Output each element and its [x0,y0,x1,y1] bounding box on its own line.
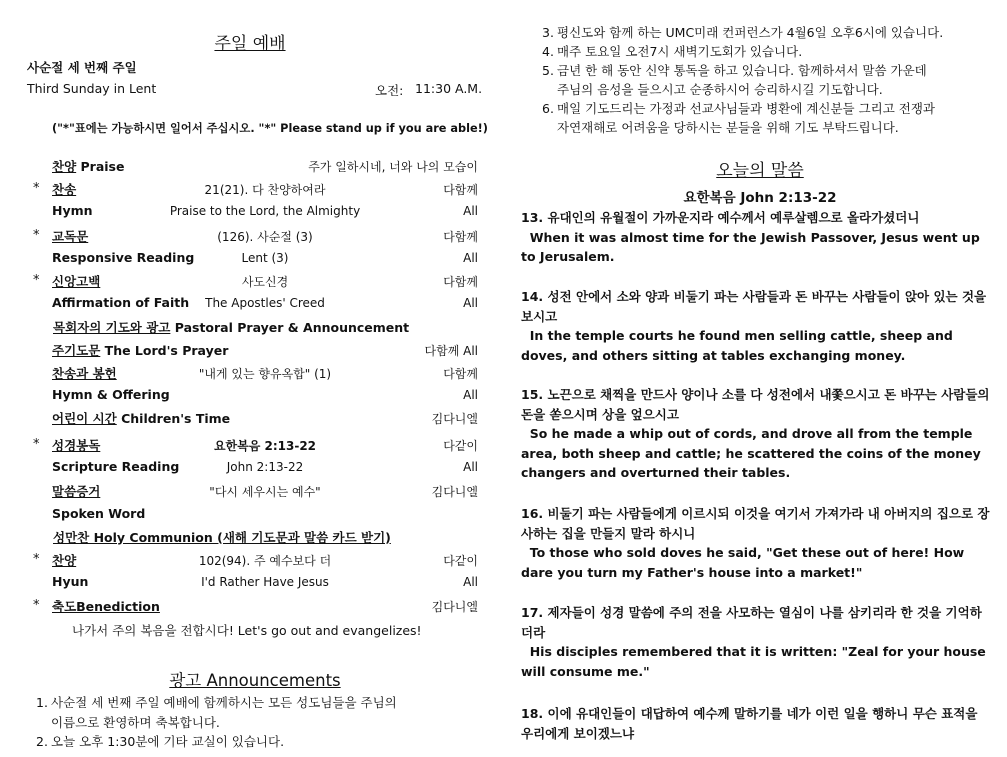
verse-ko: 16. 비둘기 파는 사람들에게 이르시되 이것을 여기서 가져가라 내 아버지의 집으로 장사하는 집을 만들지 말라 하시니 [521,506,990,541]
announcement-line [542,99,935,118]
stand-note: ("*"표에는 가능하시면 일어서 주십시오. "*" Please stand up if you are able!) [52,122,488,135]
announcement-text: 매주 토요일 오전7시 새벽기도회가 있습니다. [557,44,803,59]
announcement-number: 2. [36,734,48,749]
announcement-number: 6. [542,101,554,116]
order-label [52,387,170,402]
order-leader: All [463,296,478,310]
order-label-text: 성만찬 Holy Communion (새해 기도문과 말씀 카드 받기) [53,530,391,545]
order-leader: 다함께 [443,230,478,244]
verse-en: In the temple courts he found men selling cattle, sheep and doves, and others sitting at tables exchanging money. [521,328,958,363]
verse [521,385,991,483]
order-label-text: 찬양 [52,159,77,174]
order-item-center: I'd Rather Have Jesus [201,575,329,589]
announcement-line [542,42,802,61]
announcement-number: 5. [542,63,554,78]
order-label [53,528,391,546]
announcement-text: 오늘 오후 1:30분에 기타 교실이 있습니다. [51,734,285,749]
order-label-text: 주기도문 [52,343,101,358]
order-label-text: Hymn [52,203,93,218]
verse [521,704,991,743]
verse-en: His disciples remembered that it is written: "Zeal for your house will consume me." [521,644,991,679]
order-leader: All [463,575,478,589]
order-item-center: (126). 사순절 (3) [217,230,313,244]
order-label-text: 성경봉독 [52,438,101,453]
service-time: 11:30 A.M. [415,81,483,96]
todays-word-title: 오늘의 말씀 [716,161,804,181]
order-label-text: 찬송 [52,182,77,197]
order-star: * [33,437,40,452]
verse [521,208,991,267]
order-label-en: The Lord's Prayer [100,343,229,358]
service-subtitle-en: Third Sunday in Lent [27,81,157,96]
order-leader: 김다니엘 [431,485,478,499]
order-leader: 다같이 [443,439,478,453]
order-leader: 다함께 [443,183,478,197]
order-label-text: Hymn & Offering [52,387,170,402]
announcement-line [542,61,927,80]
order-label-text: Hyun [52,574,89,589]
service-title: 주일 예배 [214,34,286,54]
service-time-label: 오전: [375,83,404,98]
order-item-center: 102(94). 주 예수보다 더 [198,554,332,568]
order-label-text: 신앙고백 [52,274,101,289]
order-leader: 주가 일하시네, 너와 나의 모습이 [308,160,478,174]
order-label-text: 목회자의 기도와 광고 [53,320,171,335]
order-label-text: 축도Benediction [52,599,160,614]
order-label-text: Affirmation of Faith [52,295,190,310]
order-label-text: 어린이 시간 [52,411,117,426]
verse-ko: 17. 제자들이 성경 말씀에 주의 전을 사모하는 열심이 나를 삼키리라 한 것을 기억하더라 [521,605,982,640]
announcement-text: 자연재해로 어려움을 당하시는 분들을 위해 기도 부탁드립니다. [557,120,899,135]
order-leader: All [463,388,478,402]
order-label [52,272,100,290]
order-label-text: 말씀증거 [52,484,101,499]
order-item-center: Praise to the Lord, the Almighty [169,204,361,218]
order-leader: 다함께 All [424,344,478,358]
announcement-text: 이름으로 환영하며 축복합니다. [51,714,220,730]
announcement-line [542,80,883,99]
announcement-text: 주님의 음성을 들으시고 순종하시어 승리하시길 기도합니다. [557,82,883,97]
announcement-line [542,23,943,42]
order-label-text: 찬양 [52,553,77,568]
order-label [52,574,88,589]
announcement-number: 4. [542,44,554,59]
announcement-text: 평신도와 함께 하는 UMC미래 컨퍼런스가 4월6일 오후6시에 있습니다. [557,25,944,40]
announcement-text: 사순절 세 번째 주일 예배에 함께하시는 모든 성도님들을 주님의 [51,695,397,710]
announcement-line [36,713,220,732]
order-leader: 김다니엘 [431,412,478,426]
order-label [52,157,124,175]
verse [521,603,991,681]
announcement-number: 3. [542,25,554,40]
announcement-line [36,732,284,751]
order-leader: All [463,460,478,474]
verse [521,287,991,365]
verse [521,504,991,582]
order-item-center: John 2:13-22 [226,460,304,474]
order-label-text: Responsive Reading [52,250,195,265]
order-leader: All [463,251,478,265]
order-item-center: 21(21). 다 찬양하여라 [204,183,326,197]
order-label [52,180,76,198]
order-item-center: "내게 있는 향유옥합" (1) [198,367,332,381]
verse-en: When it was almost time for the Jewish Passover, Jesus went up to Jerusalem. [521,229,985,264]
order-star: * [33,228,40,243]
order-star: * [33,552,40,567]
order-leader: 다함께 [443,367,478,381]
order-label-text: Spoken Word [52,506,146,521]
verse-ko: 13. 유대인의 유월절이 가까운지라 예수께서 예루살렘으로 올라가셨더니 [521,210,920,225]
order-leader: 김다니엘 [431,600,478,614]
announcement-line [542,118,899,137]
order-label [52,551,76,569]
order-label-text: 교독문 [52,229,89,244]
announcement-text: 금년 한 해 동안 신약 통독을 하고 있습니다. 함께하셔서 말씀 가운데 [557,63,927,78]
order-item-center: The Apostles' Creed [205,296,325,310]
order-leader: 다함께 [443,275,478,289]
order-star: * [33,181,40,196]
passage-ref: 요한복음 John 2:13-22 [683,190,837,206]
order-label [53,318,409,336]
order-label [52,436,100,454]
order-item-center: "다시 세우시는 예수" [209,485,321,499]
order-item-center: 요한복음 2:13-22 [213,439,317,453]
service-subtitle-ko: 사순절 세 번째 주일 [27,60,137,75]
verse-ko: 18. 이에 유대인들이 대답하여 예수께 말하기를 네가 이런 일을 행하니 무슨 표적을 우리에게 보이겠느냐 [521,706,978,741]
order-label [52,597,160,615]
order-label [52,227,88,245]
order-label [52,506,145,521]
order-item-center: 사도신경 [241,275,289,289]
order-label [52,482,100,500]
sendoff-text: 나가서 주의 복음을 전합시다! Let's go out and evangelizes! [72,623,422,638]
announcement-text: 매일 기도드리는 가정과 선교사님들과 병환에 계신분들 그리고 전쟁과 [557,101,935,116]
verse-ko: 15. 노끈으로 채찍을 만드사 양이나 소를 다 성전에서 내쫓으시고 돈 바꾸는 사람들의 돈을 쏟으시며 상을 엎으시고 [521,387,990,422]
verse-en: So he made a whip out of cords, and drove all from the temple area, both sheep and cattle; he scattered the coins of the money changers and overturned their tables. [521,426,986,480]
verse-en: To those who sold doves he said, "Get these out of here! How dare you turn my Father's house into a market!" [521,545,969,580]
order-label-en: Children's Time [116,411,231,426]
order-label [52,203,93,218]
order-label-en: Praise [76,159,125,174]
verse-ko: 14. 성전 안에서 소와 양과 비둘기 파는 사람들과 돈 바꾸는 사람들이 앉아 있는 것을 보시고 [521,289,987,324]
order-star: * [33,598,40,613]
announcements-title: 광고 Announcements [169,671,341,690]
announcement-line [36,693,397,712]
order-label-text: 찬송과 봉헌 [52,366,117,381]
order-label-en: Pastoral Prayer & Announcement [170,320,410,335]
order-star: * [33,273,40,288]
order-item-center: Lent (3) [241,251,289,265]
order-label [52,409,230,427]
order-leader: 다같이 [443,554,478,568]
announcement-number: 1. [36,695,48,710]
order-leader: All [463,204,478,218]
order-label-text: Scripture Reading [52,459,180,474]
order-label [52,341,228,359]
order-label [52,364,117,382]
